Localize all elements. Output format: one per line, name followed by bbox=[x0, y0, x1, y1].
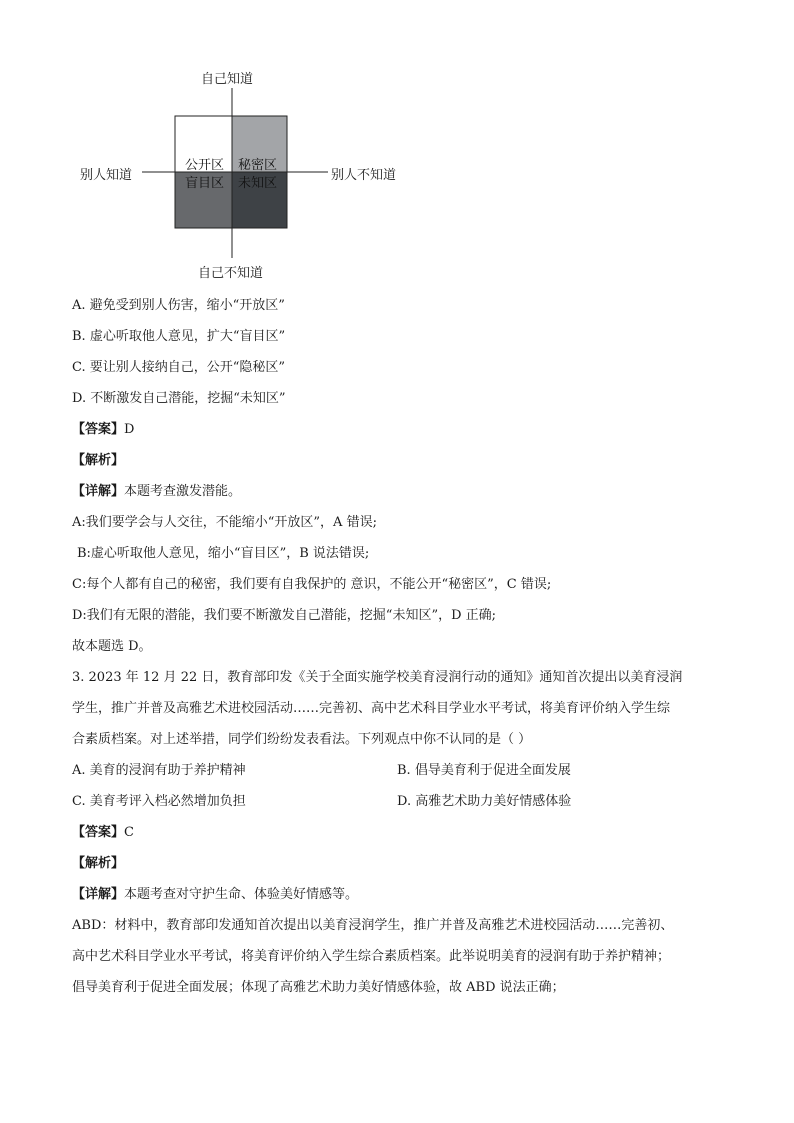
q3-option-b: B. 倡导美育利于促进全面发展 bbox=[397, 763, 571, 778]
q2-option-b: B. 虚心听取他人意见，扩大“盲目区” bbox=[72, 329, 286, 344]
analysis-tag: 【解析】 bbox=[72, 856, 125, 871]
q2-option-d: D. 不断激发自己潜能，挖掘“未知区” bbox=[72, 391, 286, 406]
q3-options-row-1 bbox=[72, 755, 732, 786]
answer-value: D bbox=[124, 422, 135, 437]
q3-stem bbox=[72, 662, 732, 755]
q2-option-a: A. 避免受到别人伤害，缩小“开放区” bbox=[72, 298, 285, 313]
q2-detail-line-2: B:虚心听取他人意见，缩小“盲目区”，B 说法错误; bbox=[77, 546, 370, 561]
detail-text: 本题考查激发潜能。 bbox=[124, 484, 242, 499]
q3-answer bbox=[72, 817, 732, 848]
q3-detail-intro bbox=[72, 879, 732, 910]
answer-tag: 【答案】 bbox=[72, 825, 125, 840]
q3-stem-line-1: 学生，推广并普及高雅艺术进校园活动……完善初、高中艺术科目学业水平考试，将美育评价纳入学生综 bbox=[72, 701, 671, 716]
q2-detail-line-1: A:我们要学会与人交往，不能缩小“开放区”，A 错误; bbox=[72, 515, 377, 530]
quadrant-label-open: 公开区 bbox=[185, 158, 225, 173]
document-content bbox=[72, 290, 732, 1003]
q2-detail-line-0 bbox=[72, 476, 732, 507]
quadrant-label-secret: 秘密区 bbox=[238, 158, 278, 173]
q3-option-d: D. 高雅艺术助力美好情感体验 bbox=[397, 794, 572, 809]
johari-window-diagram bbox=[0, 0, 794, 290]
q3-stem-line-0: 3. 2023 年 12 月 22 日，教育部印发《关于全面实施学校美育浸润行动的通知》通知首次提出以美育浸润 bbox=[72, 670, 683, 685]
axis-label-left: 别人知道 bbox=[80, 168, 133, 183]
detail-text: 本题考查对守护生命、体验美好情感等。 bbox=[124, 887, 359, 902]
q2-detail-line-4: D:我们有无限的潜能，我们要不断激发自己潜能，挖掘“未知区”，D 正确; bbox=[72, 608, 497, 623]
q3-options-row-2 bbox=[72, 786, 732, 817]
q2-detail-line-3: C:每个人都有自己的秘密，我们要有自我保护的 意识，不能公开“秘密区”，C 错误; bbox=[72, 577, 552, 592]
q2-detail-line-5: 故本题选 D。 bbox=[72, 639, 152, 654]
axis-label-right: 别人不知道 bbox=[331, 168, 397, 183]
johari-window-graphic bbox=[0, 0, 794, 290]
axis-label-top: 自己知道 bbox=[201, 72, 254, 87]
quadrant-label-unknown: 未知区 bbox=[238, 176, 278, 191]
q3-option-a: A. 美育的浸润有助于养护精神 bbox=[72, 763, 246, 778]
quadrant-label-blind: 盲目区 bbox=[185, 176, 225, 191]
q3-stem-line-2: 合素质档案。对上述举措，同学们纷纷发表看法。下列观点中你不认同的是（ ） bbox=[72, 732, 532, 747]
q2-option-c: C. 要让别人接纳自己，公开“隐秘区” bbox=[72, 360, 286, 375]
q3-option-c: C. 美育考评入档必然增加负担 bbox=[72, 794, 246, 809]
q3-detail-line-1: 高中艺术科目学业水平考试，将美育评价纳入学生综合素质档案。此举说明美育的浸润有助于养护精神； bbox=[72, 949, 671, 964]
q2-analysis-tag bbox=[72, 445, 732, 476]
q3-detail-line-2: 倡导美育利于促进全面发展；体现了高雅艺术助力美好情感体验，故 ABD 说法正确； bbox=[72, 980, 565, 995]
answer-tag: 【答案】 bbox=[72, 422, 125, 437]
detail-tag: 【详解】 bbox=[72, 484, 125, 499]
q3-analysis-tag bbox=[72, 848, 732, 879]
axis-label-bottom: 自己不知道 bbox=[198, 266, 264, 281]
analysis-tag: 【解析】 bbox=[72, 453, 125, 468]
answer-value: C bbox=[124, 825, 134, 840]
detail-tag: 【详解】 bbox=[72, 887, 125, 902]
q3-detail-line-0: ABD：材料中，教育部印发通知首次提出以美育浸润学生，推广并普及高雅艺术进校园活动……完善初、 bbox=[72, 918, 674, 933]
q2-answer bbox=[72, 414, 732, 445]
